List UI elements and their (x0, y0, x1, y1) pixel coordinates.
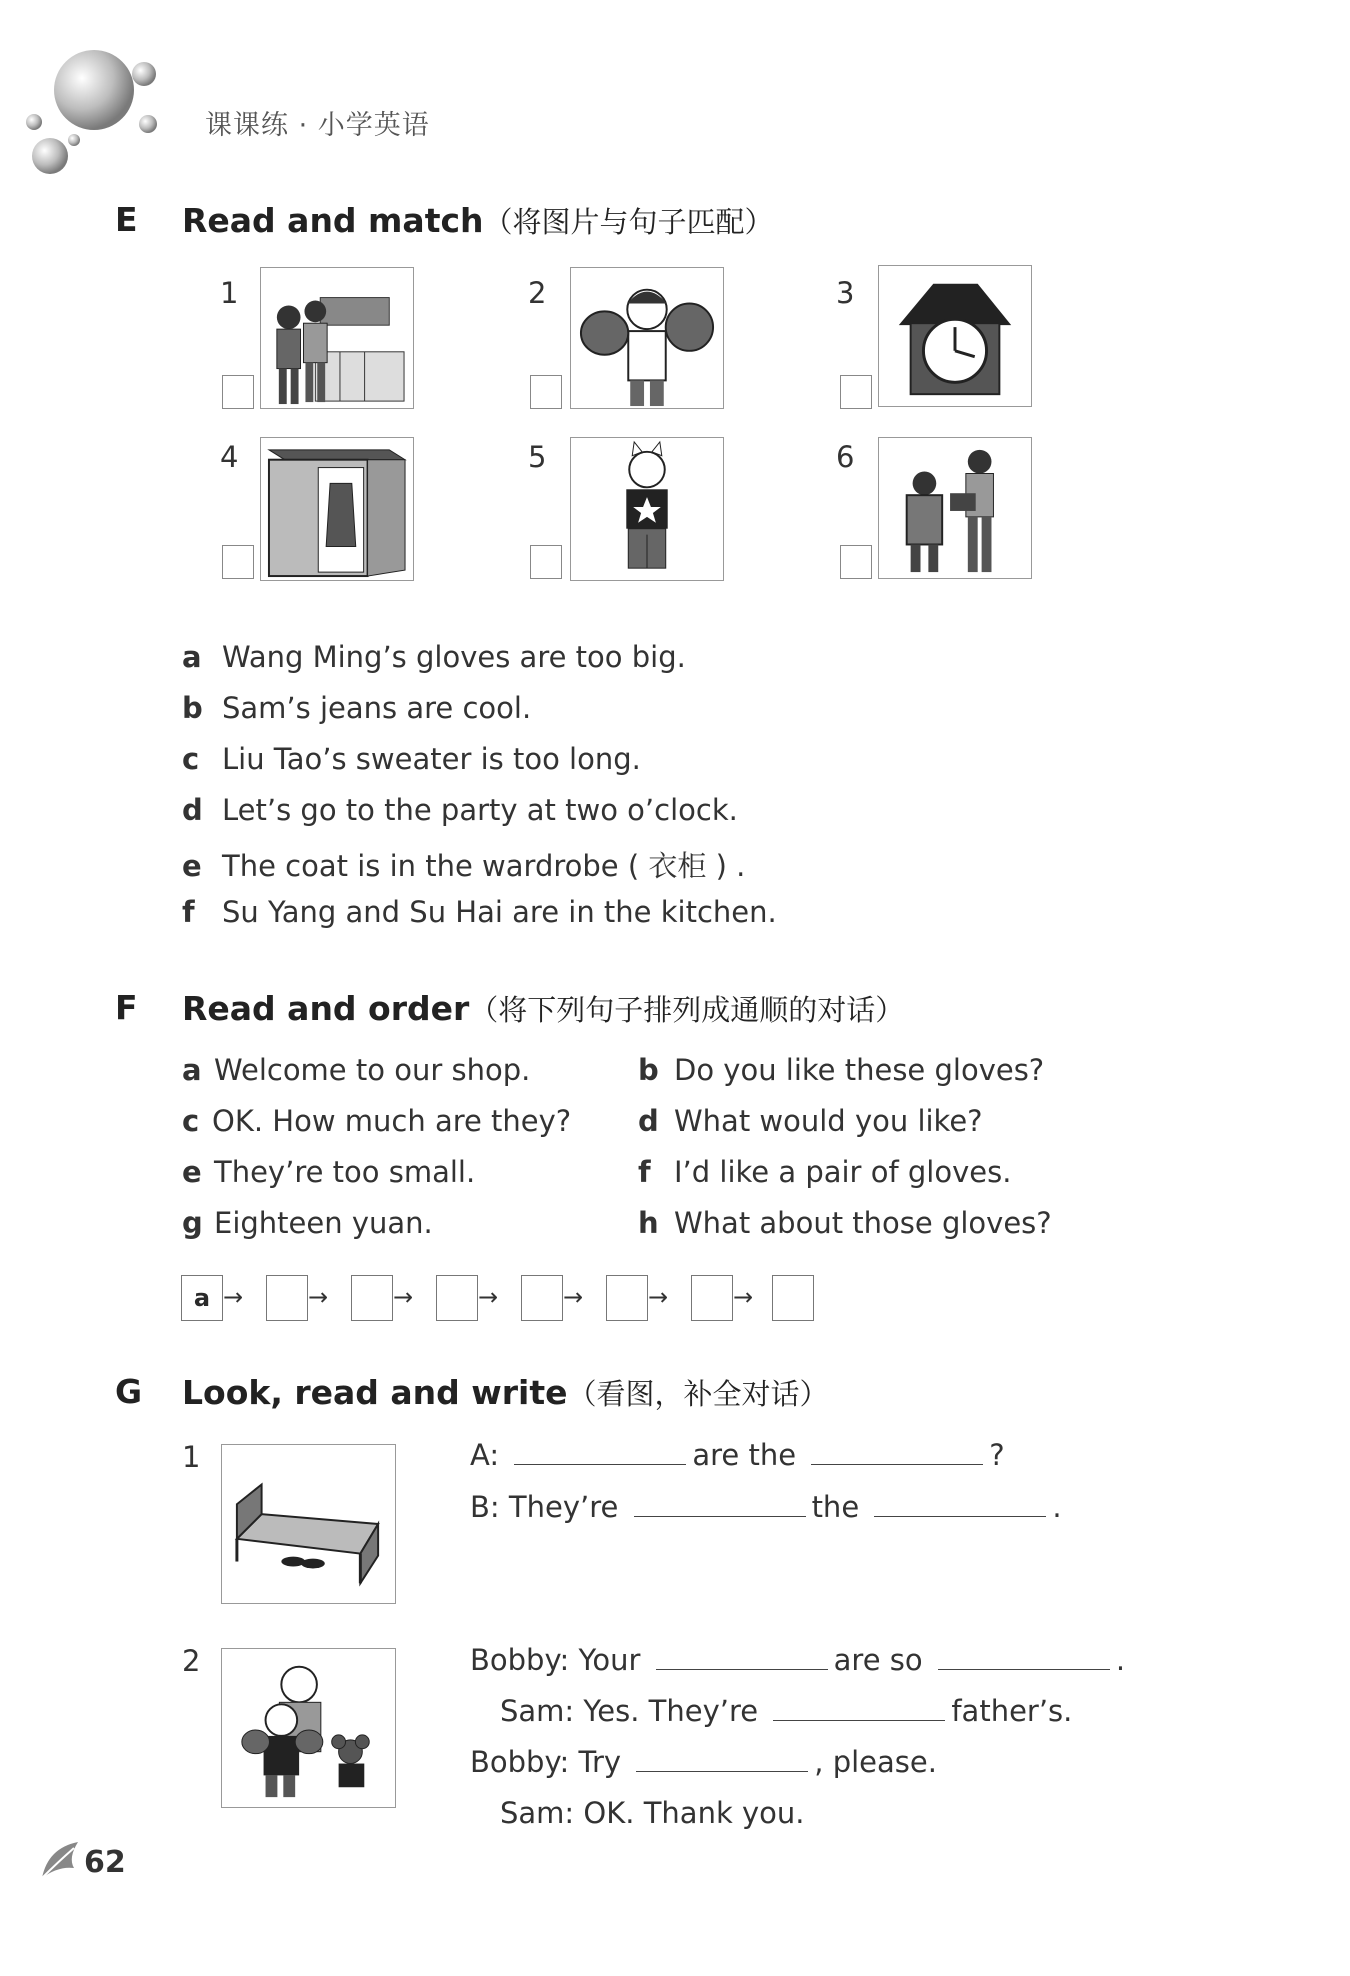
picture-number: 5 (528, 440, 547, 474)
dialogue-text: ? (989, 1438, 1005, 1472)
section-g-letter: G (115, 1372, 143, 1411)
sequence-box[interactable] (691, 1275, 733, 1321)
section-f-title (182, 988, 904, 1029)
answer-blank[interactable] (514, 1438, 686, 1465)
kitchen-picture (260, 267, 414, 409)
order-sentence (182, 1104, 571, 1138)
sentence-text: The coat is in the wardrobe ( 衣柜 ) . (222, 849, 746, 883)
order-sentence (638, 1104, 983, 1138)
dialogue-line (500, 1796, 804, 1830)
clock-picture (878, 265, 1032, 407)
dialogue-text: . (1052, 1490, 1062, 1524)
section-e-title-cn: （将图片与句子匹配） (483, 205, 774, 239)
dialogue-text: Yes. They’re (583, 1694, 759, 1728)
speaker-label: Sam: (500, 1694, 575, 1728)
sentence-text: Eighteen yuan. (214, 1206, 433, 1240)
answer-box[interactable] (530, 375, 562, 409)
leaf-icon (38, 1838, 82, 1882)
sentence-text: Wang Ming’s gloves are too big. (222, 640, 686, 674)
answer-box[interactable] (840, 545, 872, 579)
section-g-title (182, 1372, 829, 1413)
answer-blank[interactable] (636, 1745, 808, 1772)
order-sentence (182, 1206, 433, 1240)
match-sentence (182, 691, 531, 725)
sentence-letter: a (182, 1053, 202, 1087)
sequence-box[interactable] (772, 1275, 814, 1321)
answer-blank[interactable] (811, 1438, 983, 1465)
bed-picture (221, 1444, 396, 1604)
series-title: 课课练 · 小学英语 (205, 110, 430, 141)
match-sentence (182, 742, 641, 776)
sentence-text: What would you like? (674, 1104, 983, 1138)
arrow-icon: → (733, 1283, 754, 1311)
page-number: 62 (84, 1845, 126, 1880)
arrow-icon: → (393, 1283, 414, 1311)
speaker-label: Bobby: (470, 1745, 570, 1779)
match-sentence (182, 640, 686, 674)
dialogue-line (470, 1745, 937, 1779)
sentence-letter: d (182, 793, 203, 827)
sentence-letter: d (638, 1104, 659, 1138)
sentence-letter: b (182, 691, 203, 725)
dialogue-text: Your (578, 1643, 641, 1677)
sentence-text: Do you like these gloves? (674, 1053, 1045, 1087)
sentence-letter: c (182, 1104, 200, 1138)
match-sentence (182, 895, 777, 929)
order-sentence (638, 1053, 1044, 1087)
sequence-box[interactable] (351, 1275, 393, 1321)
sentence-text: They’re too small. (214, 1155, 476, 1189)
sentence-letter: b (638, 1053, 659, 1087)
sentence-letter: e (182, 1155, 202, 1189)
sequence-box[interactable] (266, 1275, 308, 1321)
section-e-letter: E (115, 200, 138, 239)
match-sentence (182, 793, 738, 827)
order-sentence (182, 1155, 475, 1189)
cat-jeans-picture (570, 437, 724, 581)
dialogue-text: are the (692, 1438, 797, 1472)
speaker-label: A: (470, 1438, 500, 1472)
sequence-box[interactable] (606, 1275, 648, 1321)
sequence-box[interactable] (436, 1275, 478, 1321)
gloves-picture (570, 267, 724, 409)
picture-number: 6 (836, 440, 855, 474)
arrow-icon: → (478, 1283, 499, 1311)
answer-blank[interactable] (656, 1643, 828, 1670)
section-f-title-en: Read and order (182, 989, 470, 1028)
dialogue-text: , please. (814, 1745, 937, 1779)
answer-box[interactable] (222, 545, 254, 579)
section-e-title (182, 200, 774, 241)
item-number: 1 (182, 1440, 201, 1474)
answer-blank[interactable] (874, 1490, 1046, 1517)
sentence-letter: c (182, 742, 200, 776)
answer-box[interactable] (530, 545, 562, 579)
section-f-title-cn: （将下列句子排列成通顺的对话） (469, 993, 905, 1027)
answer-blank[interactable] (634, 1490, 806, 1517)
sentence-text: Su Yang and Su Hai are in the kitchen. (222, 895, 777, 929)
section-g-title-cn: （看图，补全对话） (567, 1377, 829, 1411)
sentence-text: What about those gloves? (674, 1206, 1052, 1240)
speaker-label: Sam: (500, 1796, 575, 1830)
sentence-text: Let’s go to the party at two o’clock. (222, 793, 738, 827)
arrow-icon: → (648, 1283, 669, 1311)
dialogue-text: OK. Thank you. (583, 1796, 805, 1830)
wardrobe-picture (260, 437, 414, 581)
sentence-letter: f (638, 1155, 651, 1189)
match-sentence (182, 844, 745, 885)
speaker-label: Bobby: (470, 1643, 570, 1677)
sentence-text: Welcome to our shop. (214, 1053, 531, 1087)
section-f-letter: F (115, 988, 138, 1027)
item-number: 2 (182, 1644, 201, 1678)
sentence-letter: g (182, 1206, 203, 1240)
dialogue-text: the (811, 1490, 860, 1524)
order-sentence (638, 1155, 1011, 1189)
sentence-letter: h (638, 1206, 659, 1240)
dialogue-line (470, 1438, 1005, 1472)
dialogue-text: are so (833, 1643, 923, 1677)
sentence-letter: e (182, 849, 202, 883)
picture-number: 1 (220, 276, 239, 310)
dialogue-line (470, 1643, 1125, 1677)
sweater-picture (878, 437, 1032, 579)
dialogue-line (500, 1694, 1072, 1728)
answer-blank[interactable] (938, 1643, 1110, 1670)
dialogue-text: . (1115, 1643, 1126, 1677)
order-sentence (182, 1053, 530, 1087)
speaker-label: B: (470, 1490, 500, 1524)
sentence-text: I’d like a pair of gloves. (674, 1155, 1012, 1189)
bobby-sam-picture (221, 1648, 396, 1808)
sequence-box[interactable] (521, 1275, 563, 1321)
sentence-text: Liu Tao’s sweater is too long. (222, 742, 641, 776)
dialogue-text: Try (578, 1745, 622, 1779)
arrow-icon: → (223, 1283, 244, 1311)
bubbles-decoration (22, 48, 172, 178)
sentence-text: OK. How much are they? (212, 1104, 572, 1138)
answer-box[interactable] (840, 375, 872, 409)
answer-blank[interactable] (773, 1694, 945, 1721)
sentence-letter: f (182, 895, 195, 929)
sequence-box-first: a (181, 1275, 223, 1321)
picture-number: 2 (528, 276, 547, 310)
section-e-title-en: Read and match (182, 201, 484, 240)
dialogue-line (470, 1490, 1062, 1524)
sentence-text: Sam’s jeans are cool. (222, 691, 532, 725)
sentence-letter: a (182, 640, 202, 674)
arrow-icon: → (308, 1283, 329, 1311)
dialogue-text: They’re (508, 1490, 619, 1524)
section-g-title-en: Look, read and write (182, 1373, 568, 1412)
picture-number: 4 (220, 440, 239, 474)
dialogue-text: father’s. (951, 1694, 1073, 1728)
answer-box[interactable] (222, 375, 254, 409)
order-sentence (638, 1206, 1052, 1240)
arrow-icon: → (563, 1283, 584, 1311)
picture-number: 3 (836, 276, 855, 310)
